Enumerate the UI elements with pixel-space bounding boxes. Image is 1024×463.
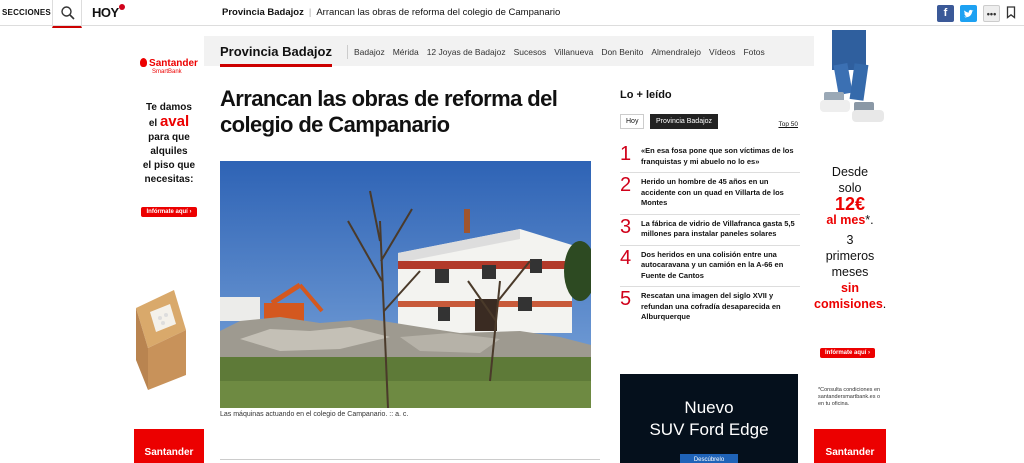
santander-ad-left[interactable] [134,30,204,463]
ad-highlight: comisiones [814,297,883,311]
ford-ad-line1: Nuevo [684,398,734,417]
sections-menu-button[interactable]: SECCIONES [2,8,51,17]
section-title[interactable]: Provincia Badajoz [220,44,332,59]
most-read-title: Lo + leído [620,89,672,101]
top-bar [0,0,1024,26]
nav-item-merida[interactable]: Mérida [392,47,419,57]
photo-caption: Las máquinas actuando en el colegio de Campanario. :: a. c. [220,411,409,418]
nav-item-don-benito[interactable]: Don Benito [601,47,644,57]
ad-line: Te damos [146,102,192,113]
rank-number: 2 [620,174,632,196]
ad-line [134,115,204,131]
most-read-panel [620,89,800,328]
ad-right-cta-button[interactable]: Infórmate aquí › [820,348,875,358]
facebook-share-icon[interactable]: f [937,5,954,22]
breadcrumb-separator: | [308,7,312,18]
ad-right-footer: Santander [814,429,886,463]
article-headline: Arrancan las obras de reforma del colegio de Campanario [220,86,558,137]
nav-divider [347,45,348,59]
ad-text: el [148,118,160,129]
search-icon [61,6,75,20]
item-title: Rescatan una imagen del siglo XVII y refundan una cofradía desaparecida en Alburquerque [641,291,781,321]
cardboard-box-image [136,290,186,390]
santander-logo [134,58,204,69]
ad-line: meses [831,265,869,279]
nav-item-almendralejo[interactable]: Almendralejo [651,47,701,57]
ad-price: 12€ [834,194,866,214]
list-item[interactable] [620,246,800,288]
list-item[interactable] [620,173,800,215]
section-nav-list [354,47,765,57]
nav-item-videos[interactable]: Vídeos [709,47,736,57]
nav-item-badajoz[interactable]: Badajoz [354,47,385,57]
ad-right-disclaimer: *Consulta condiciones en santandersmartbank.es o en tu oficina. [818,387,881,407]
ad-highlight: aval [159,113,190,130]
breadcrumb [222,7,560,18]
ad-highlight: al mes [826,213,866,227]
ad-line: el piso que [142,160,196,171]
bookmark-icon[interactable] [1006,6,1016,19]
most-read-list [620,142,800,328]
santander-ad-right[interactable] [814,30,886,463]
ad-right-text [814,164,886,312]
ad-line: necesitas: [144,174,194,185]
ad-highlight: sin [840,281,860,295]
section-nav [204,36,814,66]
twitter-share-icon[interactable] [960,5,977,22]
tab-hoy[interactable]: Hoy [620,114,644,129]
ad-line: Desde [831,165,869,179]
article-divider [220,459,600,460]
search-button[interactable] [52,0,82,28]
list-item[interactable] [620,142,800,173]
nav-item-sucesos[interactable]: Sucesos [513,47,547,57]
item-title: Dos heridos en una colisión entre una autocaravana y un camión en la A-66 en Fuente de Cantos [641,249,784,280]
item-title: Herido un hombre de 45 años en un accidente con un quad en Villarta de los Montes [641,177,784,207]
more-options-icon[interactable]: ••• [983,5,1000,22]
ford-ad-button[interactable]: Descúbrelo [680,454,738,463]
rank-number: 3 [620,215,632,238]
nav-item-12-joyas[interactable]: 12 Joyas de Badajoz [426,47,506,57]
ad-left-text [134,101,204,187]
brand-sub: SmartBank [152,69,182,75]
breadcrumb-section[interactable]: Provincia Badajoz [222,7,304,18]
tab-provincia-badajoz[interactable]: Provincia Badajoz [650,114,718,129]
top50-link[interactable]: Top 50 [778,121,798,128]
list-item[interactable] [620,287,800,328]
person-legs-image [814,30,886,130]
nav-item-fotos[interactable]: Fotos [743,47,765,57]
ad-line: comisiones. [814,297,887,311]
rank-number: 4 [620,246,632,269]
most-read-tabs [620,114,800,132]
ford-ad-line2: SUV Ford Edge [649,420,769,439]
rank-number: 5 [620,288,632,310]
logo-text: HOY [92,5,119,20]
ad-line: alquiles [150,146,188,157]
ad-line: solo [838,181,862,195]
ad-left-footer: Santander [134,429,204,463]
santander-flame-icon [140,58,147,67]
rank-number: 1 [620,143,632,165]
breadcrumb-title: Arrancan las obras de reforma del colegio de Campanario [316,7,561,18]
logo-dot-icon [119,4,125,10]
list-item[interactable] [620,215,800,246]
item-title: La fábrica de vidrio de Villafranca gasta 5,5 millones para instalar paneles solares [641,218,795,238]
brand-name: Santander [149,58,198,69]
ad-line: para que [148,132,190,143]
ad-line: 3 [846,233,854,247]
site-logo[interactable] [92,5,119,20]
article-photo[interactable] [220,161,591,408]
nav-item-villanueva[interactable]: Villanueva [554,47,594,57]
ad-line: al mes*. [826,213,874,227]
ford-ad[interactable] [620,374,798,463]
ad-left-cta-button[interactable]: Infórmate aquí › [141,207,196,217]
item-title: «En esa fosa pone que son víctimas de los franquistas y mi abuelo no lo es» [641,146,794,166]
ad-line: primeros [825,249,875,263]
